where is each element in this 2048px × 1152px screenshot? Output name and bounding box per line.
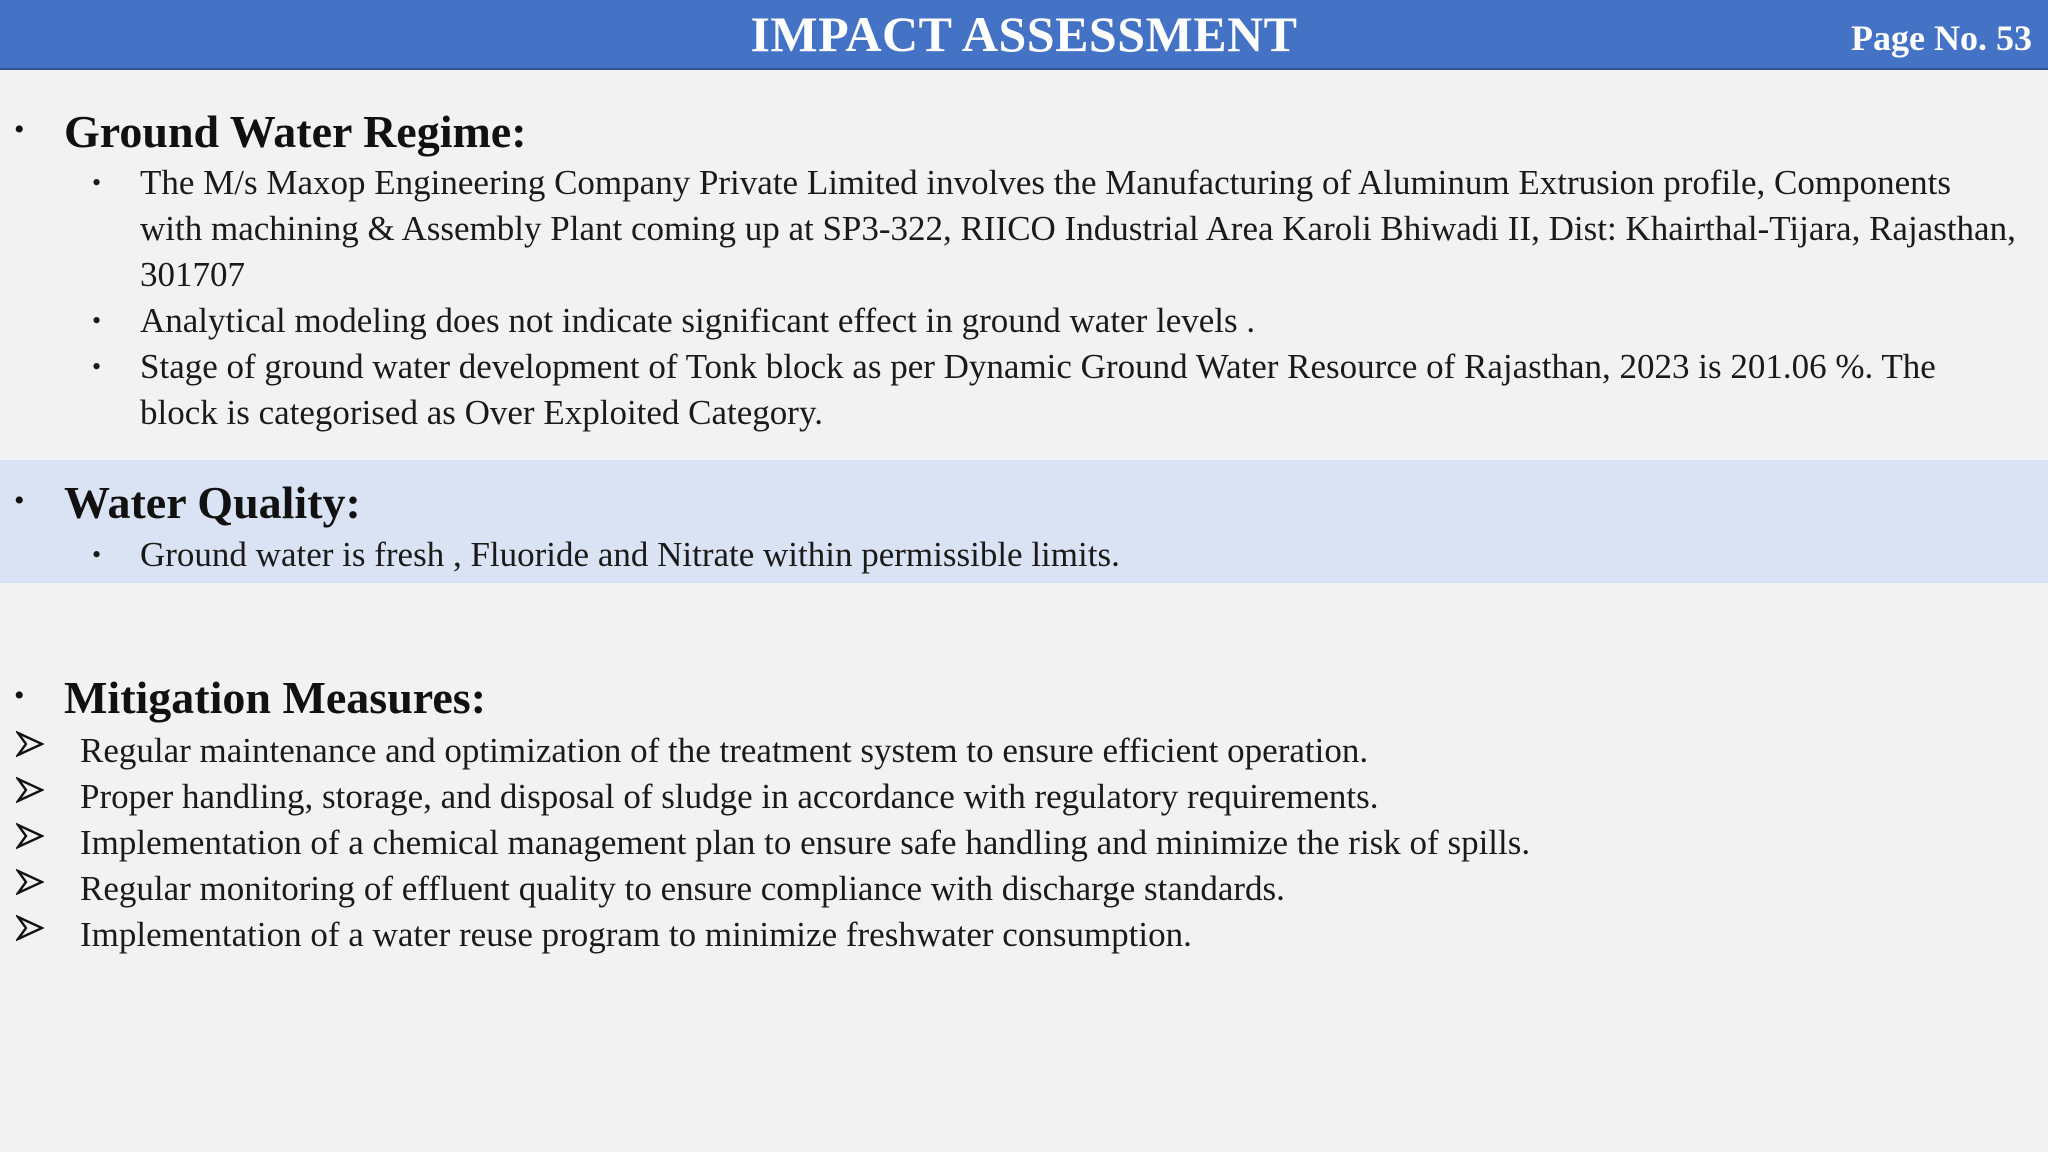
mitigation-item-3: Implementation of a chemical management plan to ensure safe handling and minimize the risk of spills.	[80, 823, 1531, 862]
arrow-bullet-icon	[16, 914, 44, 942]
mitigation-item-2: Proper handling, storage, and disposal of sludge in accordance with regulatory requirements.	[80, 777, 1379, 816]
ground-water-heading: Ground Water Regime:	[64, 106, 527, 157]
arrow-bullet-icon	[16, 822, 44, 850]
bullet-icon: •	[92, 168, 102, 197]
water-quality-item-1: Ground water is fresh , Fluoride and Nitrate within permissible limits.	[140, 535, 1120, 574]
mitigation-item-1: Regular maintenance and optimization of the treatment system to ensure efficient operation.	[80, 731, 1369, 770]
mitigation-item-5: Implementation of a water reuse program to minimize freshwater consumption.	[80, 915, 1192, 954]
water-quality-heading: Water Quality:	[64, 477, 361, 528]
mitigation-item-4: Regular monitoring of effluent quality to ensure compliance with discharge standards.	[80, 869, 1285, 908]
page-number: Page No. 53	[1851, 18, 2032, 58]
bullet-icon: •	[14, 484, 25, 517]
bullet-icon: •	[14, 113, 25, 146]
bullet-icon: •	[92, 306, 102, 335]
ground-water-item-3: Stage of ground water development of Tonk block as per Dynamic Ground Water Resource of Rajasthan, 2023 is 201.06 %. The block is categorised as Over Exploited Category.	[140, 347, 1936, 432]
arrow-bullet-icon	[16, 730, 44, 758]
arrow-bullet-icon	[16, 868, 44, 896]
bullet-icon: •	[14, 679, 25, 712]
ground-water-item-1: The M/s Maxop Engineering Company Private Limited involves the Manufacturing of Aluminum Extrusion profile, Components with machining & Assembly Plant coming up at SP3-322, RIICO Industrial Area Karoli Bhiwadi II, Dist: Khairthal-Tijara, Rajasthan, 301707	[140, 163, 2016, 294]
bullet-icon: •	[92, 540, 102, 569]
mitigation-heading: Mitigation Measures:	[64, 672, 487, 723]
ground-water-item-2: Analytical modeling does not indicate significant effect in ground water levels .	[140, 301, 1256, 340]
arrow-bullet-icon	[16, 776, 44, 804]
header-bar	[0, 0, 2048, 70]
bullet-icon: •	[92, 352, 102, 381]
page-title: IMPACT ASSESSMENT	[750, 6, 1298, 62]
